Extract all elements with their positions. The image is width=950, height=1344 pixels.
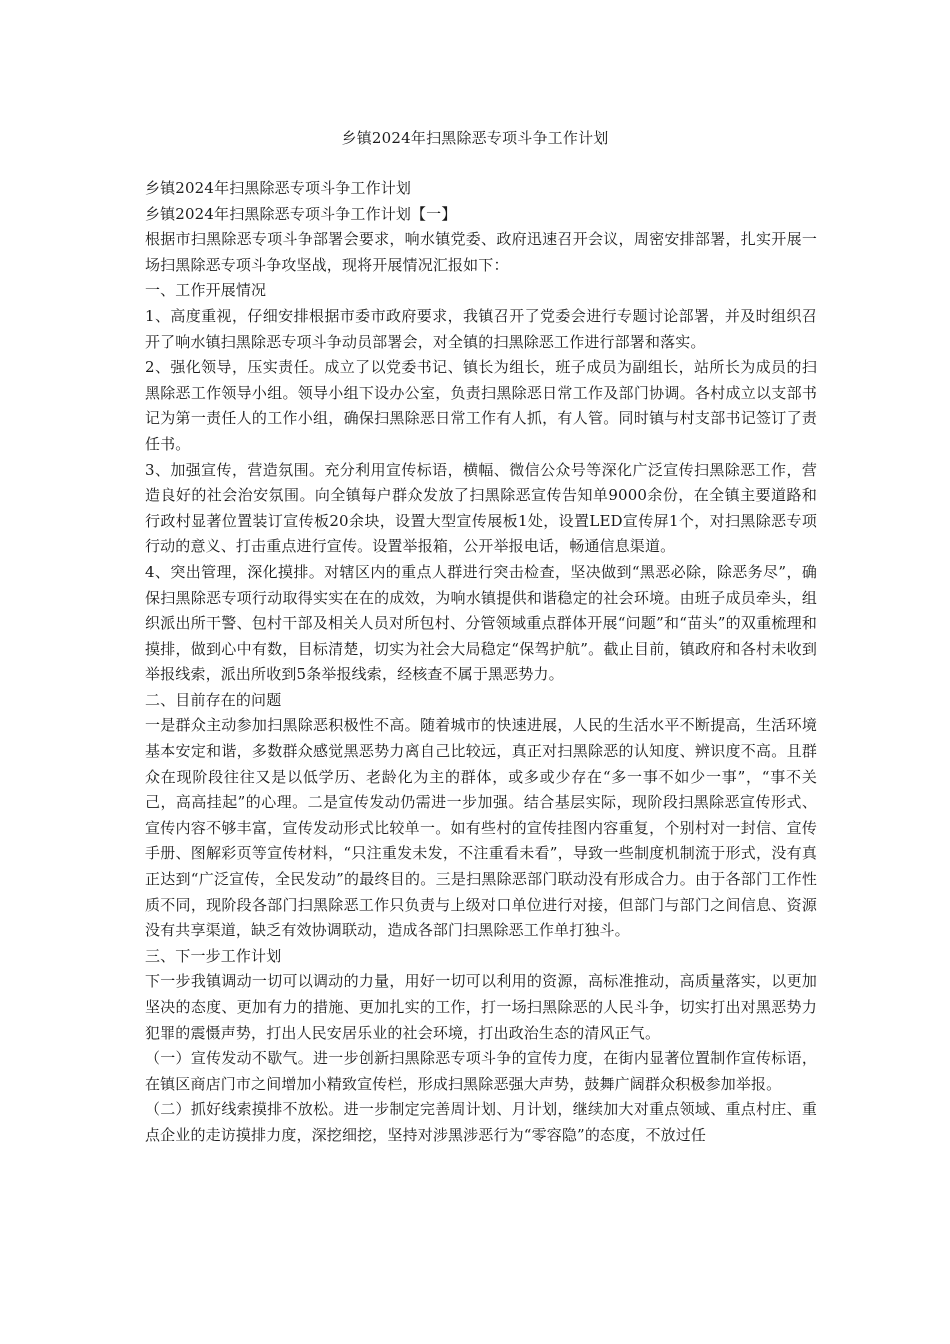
paragraph: 3、加强宣传，营造氛围。充分利用宣传标语，横幅、微信公众号等深化广泛宣传扫黑除恶工作，营造良好的社会治安氛围。向全镇每户群众发放了扫黑除恶宣传告知单9000余份，在全镇主要道路和行政村显著位置装订宣传板20余块，设置大型宣传展板1处，设置LED宣传屏1个，对扫黑除恶专项行动的意义、打击重点进行宣传。设置举报箱，公开举报电话，畅通信息渠道。	[145, 460, 817, 556]
paragraph: （二）抓好线索摸排不放松。进一步制定完善周计划、月计划，继续加大对重点领域、重点村庄、重点企业的走访摸排力度，深挖细挖，坚持对涉黑涉恶行为“零容隐”的态度，不放过任	[145, 1100, 817, 1144]
page-title: 乡镇2024年扫黑除恶专项斗争工作计划	[341, 129, 609, 147]
paragraph: 乡镇2024年扫黑除恶专项斗争工作计划	[145, 179, 412, 197]
section-heading: 三、下一步工作计划	[145, 946, 282, 965]
section-heading: 一、工作开展情况	[145, 281, 267, 300]
paragraph: 根据市扫黑除恶专项斗争部署会要求，响水镇党委、政府迅速召开会议，周密安排部署，扎实开展一场扫黑除恶专项斗争攻坚战，现将开展情况汇报如下：	[145, 230, 817, 274]
paragraph: 一是群众主动参加扫黑除恶积极性不高。随着城市的快速进展，人民的生活水平不断提高，生活环境基本安定和谐，多数群众感觉黑恶势力离自己比较远，真正对扫黑除恶的认知度、辨识度不高。且群众在现阶段往往又是以低学历、老龄化为主的群体，或多或少存在“多一事不如少一事”，“事不关己，高高挂起”的心理。二是宣传发动仍需进一步加强。结合基层实际，现阶段扫黑除恶宣传形式、宣传内容不够丰富，宣传发动形式比较单一。如有些村的宣传挂图内容重复，个别村对一封信、宣传手册、图解彩页等宣传材料，“只注重发未发，不注重看未看”，导致一些制度机制流于形式，没有真正达到“广泛宣传，全民发动”的最终目的。三是扫黑除恶部门联动没有形成合力。由于各部门工作性质不同，现阶段各部门扫黑除恶工作只负责与上级对口单位进行对接，但部门与部门之间信息、资源没有共享渠道，缺乏有效协调联动，造成各部门扫黑除恶工作单打独斗。	[145, 716, 817, 940]
paragraph: 2、强化领导，压实责任。成立了以党委书记、镇长为组长，班子成员为副组长，站所长为成员的扫黑除恶工作领导小组。领导小组下设办公室，负责扫黑除恶日常工作及部门协调。各村成立以支部书记为第一责任人的工作小组，确保扫黑除恶日常工作有人抓，有人管。同时镇与村支部书记签订了责任书。	[145, 358, 817, 453]
section-heading: 二、目前存在的问题	[145, 690, 282, 709]
paragraph: 下一步我镇调动一切可以调动的力量，用好一切可以利用的资源，高标准推动，高质量落实，以更加坚决的态度、更加有力的措施、更加扎实的工作，打一场扫黑除恶的人民斗争，切实打出对黑恶势力犯罪的震慑声势，打出人民安居乐业的社会环境，打出政治生态的清风正气。	[145, 972, 817, 1042]
paragraph: 乡镇2024年扫黑除恶专项斗争工作计划【一】	[145, 204, 457, 223]
paragraph: （一）宣传发动不歇气。进一步创新扫黑除恶专项斗争的宣传力度，在街内显著位置制作宣传标语，在镇区商店门市之间增加小精致宣传栏，形成扫黑除恶强大声势，鼓舞广阔群众积极参加举报。	[145, 1049, 817, 1093]
paragraph: 4、突出管理，深化摸排。对辖区内的重点人群进行突击检查，坚决做到“黑恶必除，除恶务尽”，确保扫黑除恶专项行动取得实实在在的成效，为响水镇提供和谐稳定的社会环境。由班子成员牵头，组织派出所干警、包村干部及相关人员对所包村、分管领域重点群体开展“问题”和“苗头”的双重梳理和摸排，做到心中有数，目标清楚，切实为社会大局稳定“保驾护航”。截止目前，镇政府和各村未收到举报线索，派出所收到5条举报线索，经核查不属于黑恶势力。	[145, 562, 817, 684]
paragraph: 1、高度重视，仔细安排根据市委市政府要求，我镇召开了党委会进行专题讨论部署，并及时组织召开了响水镇扫黑除恶专项斗争动员部署会，对全镇的扫黑除恶工作进行部署和落实。	[145, 306, 817, 351]
document-body	[145, 176, 817, 1149]
